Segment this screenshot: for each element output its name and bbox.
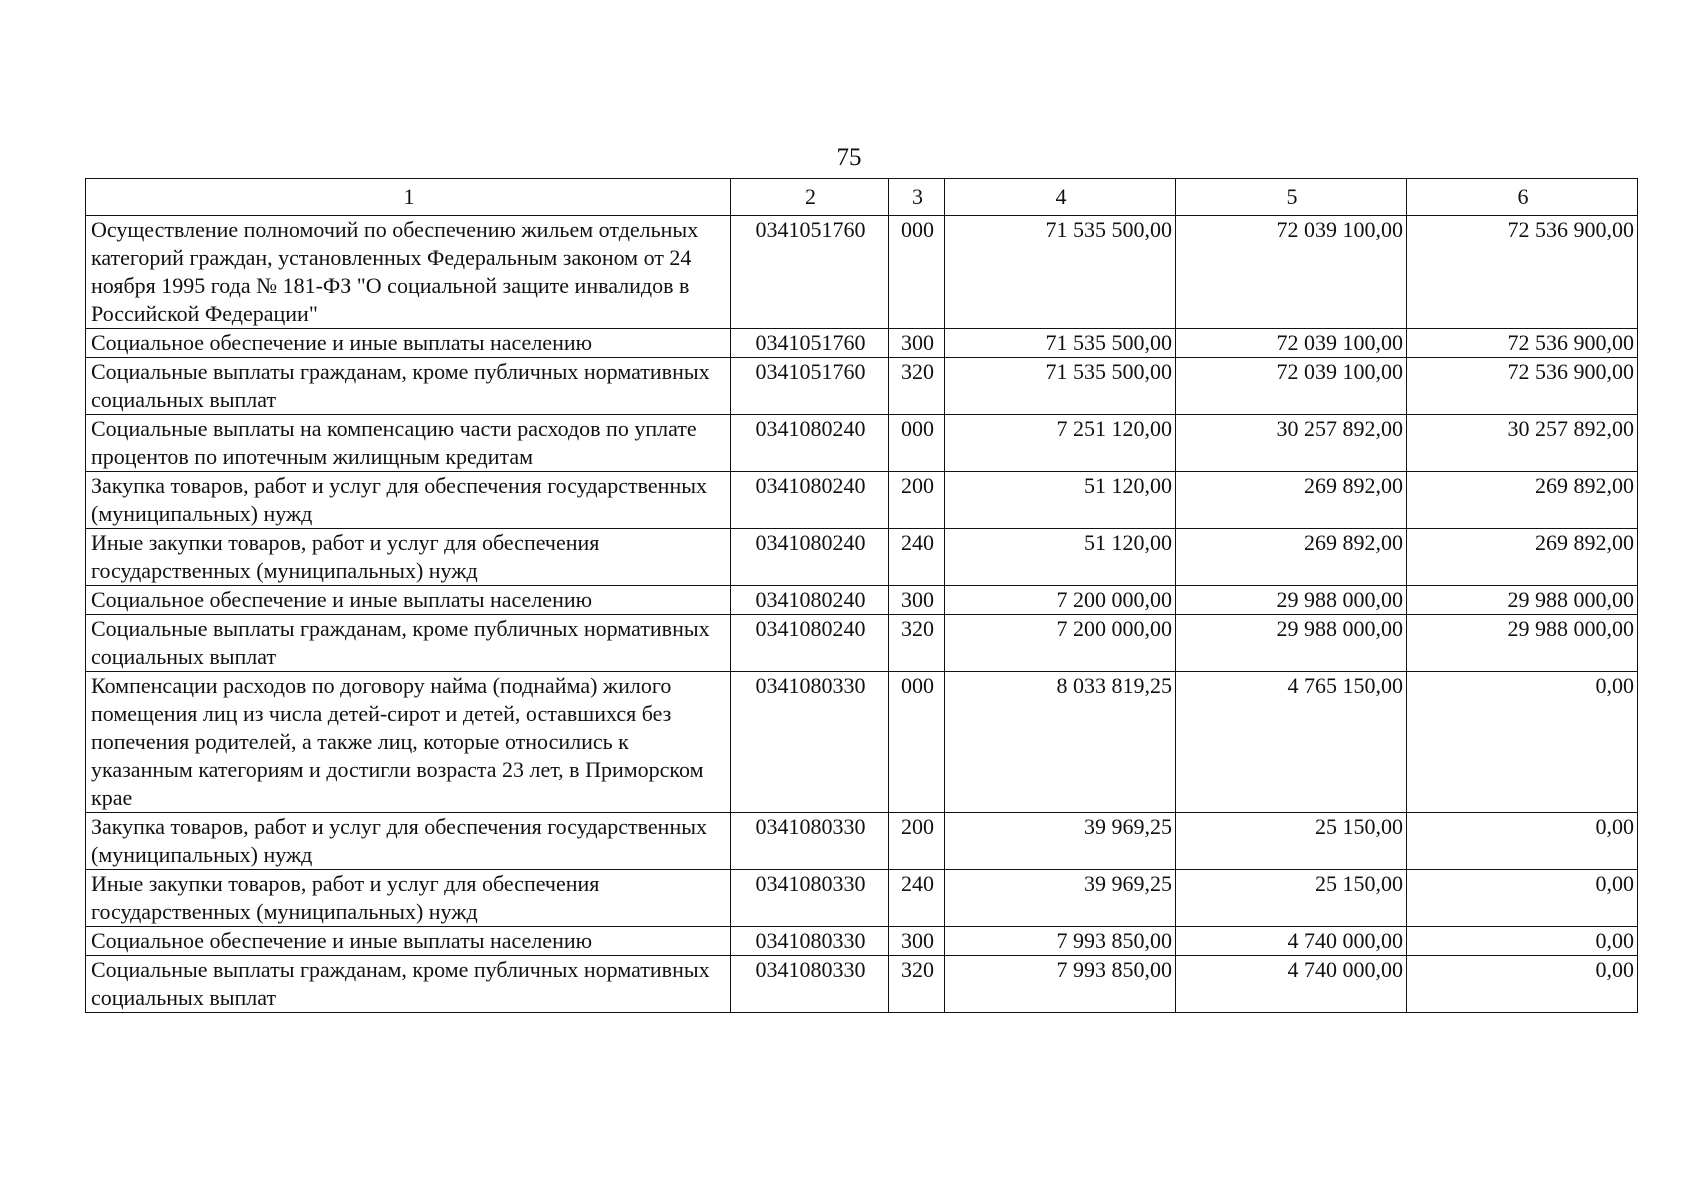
row-amount-year3: 0,00 (1407, 813, 1638, 870)
row-target-code: 0341051760 (731, 358, 889, 415)
row-amount-year3: 29 988 000,00 (1407, 615, 1638, 672)
table-header-row (86, 179, 1638, 216)
column-header-2: 2 (731, 179, 889, 216)
table-row (86, 329, 1638, 358)
column-header-4: 4 (945, 179, 1176, 216)
row-amount-year2: 4 740 000,00 (1176, 956, 1407, 1013)
row-amount-year3: 0,00 (1407, 927, 1638, 956)
row-target-code: 0341080240 (731, 415, 889, 472)
row-amount-year1: 7 251 120,00 (945, 415, 1176, 472)
row-description: Иные закупки товаров, работ и услуг для обеспечения государственных (муниципальных) нужд (86, 529, 731, 586)
column-header-5: 5 (1176, 179, 1407, 216)
column-header-1: 1 (86, 179, 731, 216)
row-expense-type: 300 (889, 329, 945, 358)
row-amount-year2: 269 892,00 (1176, 472, 1407, 529)
row-amount-year3: 72 536 900,00 (1407, 216, 1638, 329)
row-expense-type: 300 (889, 586, 945, 615)
table-row (86, 813, 1638, 870)
row-description: Социальное обеспечение и иные выплаты населению (86, 329, 731, 358)
row-target-code: 0341080240 (731, 529, 889, 586)
row-expense-type: 200 (889, 472, 945, 529)
row-description: Закупка товаров, работ и услуг для обеспечения государственных (муниципальных) нужд (86, 813, 731, 870)
table-row (86, 358, 1638, 415)
row-amount-year2: 72 039 100,00 (1176, 329, 1407, 358)
row-amount-year1: 7 993 850,00 (945, 927, 1176, 956)
row-amount-year1: 8 033 819,25 (945, 672, 1176, 813)
row-description: Иные закупки товаров, работ и услуг для обеспечения государственных (муниципальных) нужд (86, 870, 731, 927)
row-expense-type: 240 (889, 529, 945, 586)
row-amount-year3: 29 988 000,00 (1407, 586, 1638, 615)
row-amount-year3: 0,00 (1407, 672, 1638, 813)
row-amount-year2: 25 150,00 (1176, 870, 1407, 927)
row-amount-year1: 7 200 000,00 (945, 615, 1176, 672)
row-amount-year2: 72 039 100,00 (1176, 358, 1407, 415)
table-row (86, 956, 1638, 1013)
row-description: Социальные выплаты гражданам, кроме публичных нормативных социальных выплат (86, 956, 731, 1013)
row-amount-year2: 25 150,00 (1176, 813, 1407, 870)
row-expense-type: 300 (889, 927, 945, 956)
row-amount-year1: 71 535 500,00 (945, 358, 1176, 415)
table-row (86, 586, 1638, 615)
row-expense-type: 000 (889, 672, 945, 813)
table-row (86, 927, 1638, 956)
column-header-6: 6 (1407, 179, 1638, 216)
row-amount-year3: 269 892,00 (1407, 529, 1638, 586)
table-row (86, 529, 1638, 586)
page-number: 75 (836, 144, 862, 171)
row-amount-year3: 0,00 (1407, 870, 1638, 927)
row-expense-type: 320 (889, 956, 945, 1013)
row-target-code: 0341080240 (731, 472, 889, 529)
row-description: Социальные выплаты гражданам, кроме публичных нормативных социальных выплат (86, 615, 731, 672)
row-amount-year1: 51 120,00 (945, 529, 1176, 586)
row-expense-type: 320 (889, 615, 945, 672)
row-amount-year2: 269 892,00 (1176, 529, 1407, 586)
table-row (86, 216, 1638, 329)
row-amount-year3: 72 536 900,00 (1407, 329, 1638, 358)
row-target-code: 0341080330 (731, 956, 889, 1013)
row-amount-year1: 71 535 500,00 (945, 329, 1176, 358)
row-amount-year2: 29 988 000,00 (1176, 586, 1407, 615)
budget-table (85, 178, 1638, 1013)
table-row (86, 870, 1638, 927)
row-amount-year1: 7 200 000,00 (945, 586, 1176, 615)
row-description: Социальное обеспечение и иные выплаты населению (86, 927, 731, 956)
row-description: Компенсации расходов по договору найма (поднайма) жилого помещения лиц из числа детей-сирот и детей, оставшихся без попечения родителей, а также лиц, которые относились к указанным категориям и достигли возраста 23 лет, в Приморском крае (86, 672, 731, 813)
row-amount-year3: 30 257 892,00 (1407, 415, 1638, 472)
row-description: Социальные выплаты на компенсацию части расходов по уплате процентов по ипотечным жилищным кредитам (86, 415, 731, 472)
row-target-code: 0341080330 (731, 813, 889, 870)
column-header-3: 3 (889, 179, 945, 216)
row-target-code: 0341080330 (731, 870, 889, 927)
row-amount-year3: 269 892,00 (1407, 472, 1638, 529)
row-amount-year3: 0,00 (1407, 956, 1638, 1013)
row-amount-year2: 29 988 000,00 (1176, 615, 1407, 672)
row-amount-year2: 4 740 000,00 (1176, 927, 1407, 956)
row-target-code: 0341080330 (731, 672, 889, 813)
row-amount-year3: 72 536 900,00 (1407, 358, 1638, 415)
row-amount-year1: 71 535 500,00 (945, 216, 1176, 329)
row-amount-year2: 30 257 892,00 (1176, 415, 1407, 472)
row-expense-type: 000 (889, 216, 945, 329)
row-target-code: 0341080330 (731, 927, 889, 956)
row-description: Осуществление полномочий по обеспечению жильем отдельных категорий граждан, установленных Федеральным законом от 24 ноября 1995 года № 181-ФЗ "О социальной защите инвалидов в Российской Федерации" (86, 216, 731, 329)
row-description: Социальное обеспечение и иные выплаты населению (86, 586, 731, 615)
row-expense-type: 320 (889, 358, 945, 415)
row-expense-type: 000 (889, 415, 945, 472)
row-amount-year2: 72 039 100,00 (1176, 216, 1407, 329)
row-target-code: 0341051760 (731, 216, 889, 329)
row-expense-type: 240 (889, 870, 945, 927)
row-amount-year1: 39 969,25 (945, 870, 1176, 927)
row-target-code: 0341080240 (731, 586, 889, 615)
row-amount-year1: 7 993 850,00 (945, 956, 1176, 1013)
row-amount-year2: 4 765 150,00 (1176, 672, 1407, 813)
row-amount-year1: 51 120,00 (945, 472, 1176, 529)
table-row (86, 472, 1638, 529)
table-row (86, 672, 1638, 813)
table-row (86, 415, 1638, 472)
row-amount-year1: 39 969,25 (945, 813, 1176, 870)
row-description: Социальные выплаты гражданам, кроме публичных нормативных социальных выплат (86, 358, 731, 415)
row-target-code: 0341051760 (731, 329, 889, 358)
row-expense-type: 200 (889, 813, 945, 870)
row-target-code: 0341080240 (731, 615, 889, 672)
table-row (86, 615, 1638, 672)
row-description: Закупка товаров, работ и услуг для обеспечения государственных (муниципальных) нужд (86, 472, 731, 529)
